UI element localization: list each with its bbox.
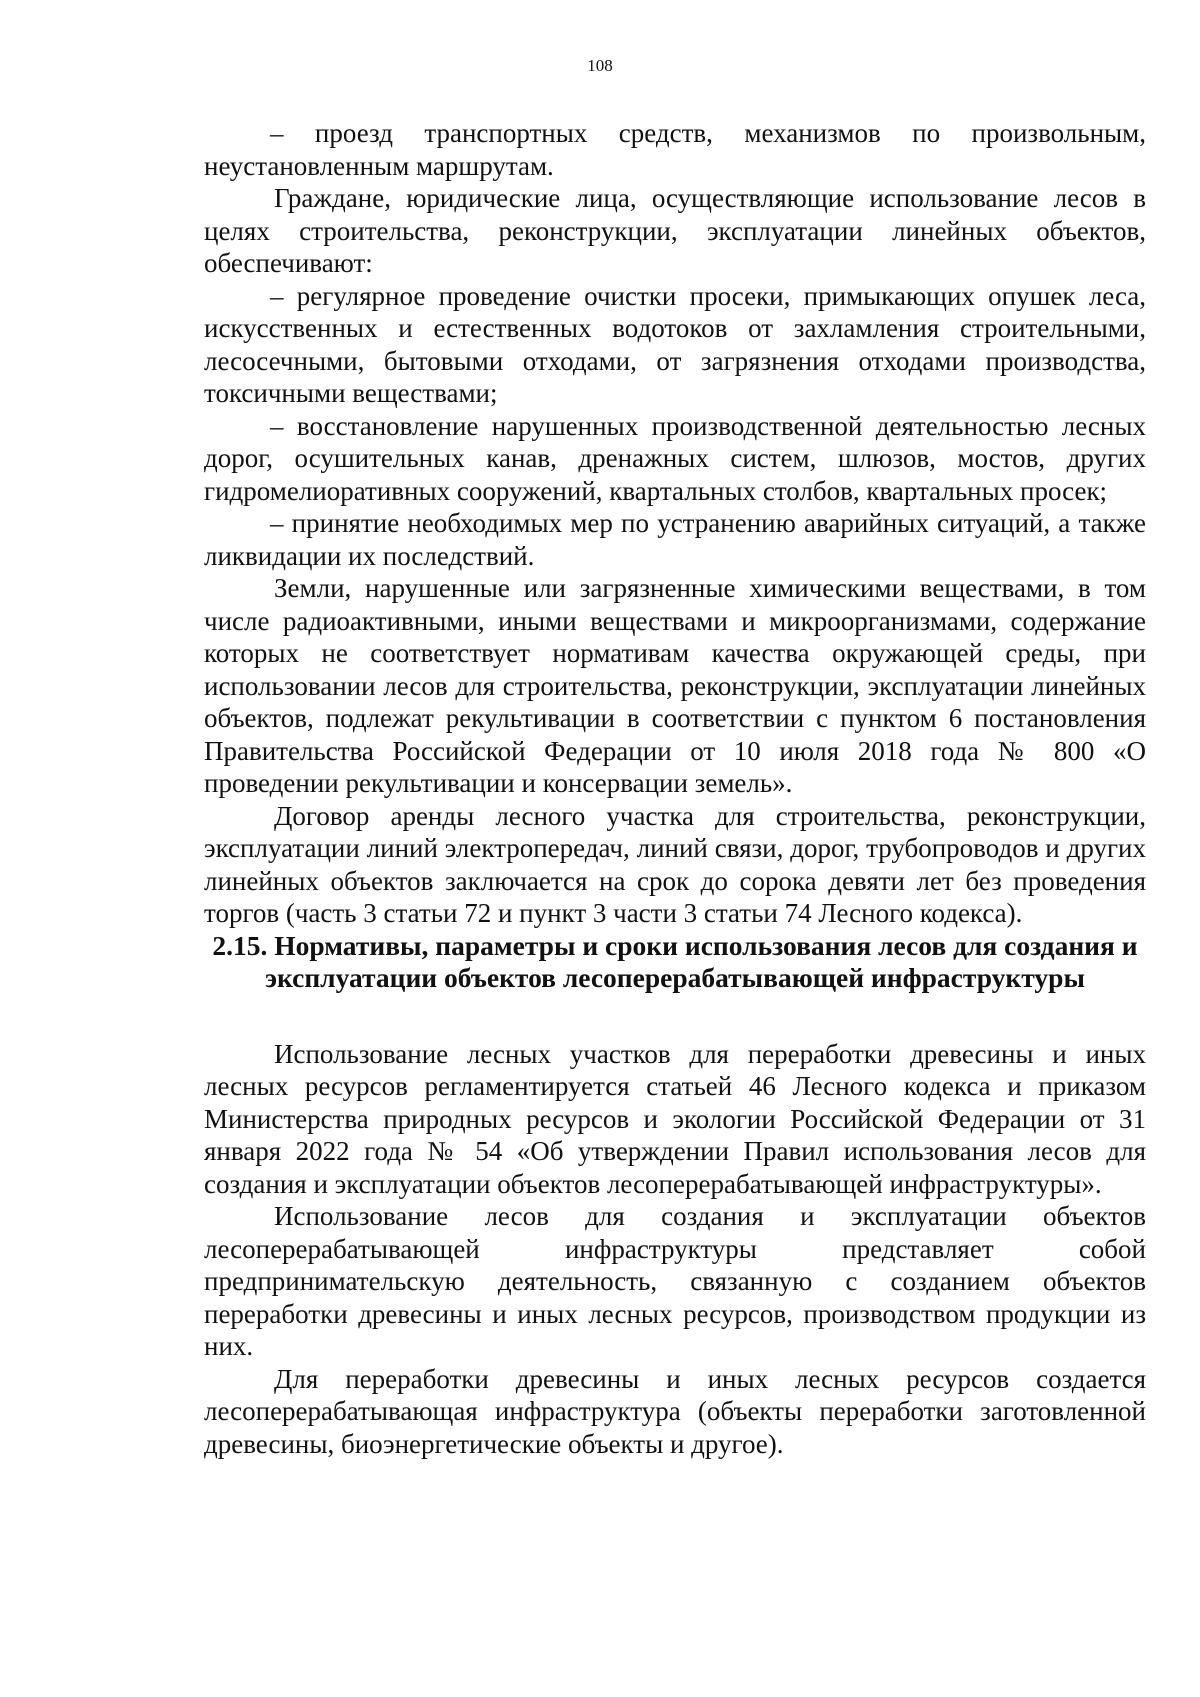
paragraph-vehicle-passage: – проезд транспортных средств, механизмов по произвольным, неустановленным маршрутам. (204, 118, 1146, 181)
paragraph-obligations-intro: Граждане, юридические лица, осуществляющие использование лесов в целях строительства, реконструкции, эксплуатации линейных объектов, обеспечивают: (204, 183, 1146, 278)
section-heading-2-15: 2.15. Нормативы, параметры и сроки использования лесов для создания и эксплуатации объектов лесоперерабатывающей инфраструктуры (212, 929, 1138, 993)
list-item-emergency-measures: – принятие необходимых мер по устранению аварийных ситуаций, а также ликвидации их последствий. (204, 508, 1146, 571)
list-item-restoration: – восстановление нарушенных производственной деятельностью лесных дорог, осушительных канав, дренажных систем, шлюзов, мостов, других гидромелиоративных сооружений, квартальных столбов, квартальных просек; (204, 410, 1146, 506)
paragraph-lease-agreement: Договор аренды лесного участка для строительства, реконструкции, эксплуатации линий электропередач, линий связи, дорог, трубопроводов и других линейных объектов заключается на срок до сорока девяти лет без проведения торгов (часть 3 статьи 72 и пункт 3 части 3 статьи 74 Лесного кодекса). (204, 800, 1146, 928)
paragraph-entrepreneurial-activity: Использование лесов для создания и эксплуатации объектов лесоперерабатывающей инфраструктуры представляет собой предпринимательскую деятельность, связанную с созданием объектов переработки древесины и иных лесных ресурсов, производством продукции из них. (204, 1201, 1146, 1361)
list-item-clearing: – регулярное проведение очистки просеки, примыкающих опушек леса, искусственных и естественных водотоков от захламления строительными, лесосечными, бытовыми отходами, от загрязнения отходами производства, токсичными веществами; (204, 280, 1146, 408)
paragraph-usage-regulation: Использование лесных участков для переработки древесины и иных лесных ресурсов регламентируется статьей 46 Лесного кодекса и приказом Министерства природных ресурсов и экологии Российской Федерации от 31 января 2022 года № 54 «Об утверждении Правил использования лесов для создания и эксплуатации объектов лесоперерабатывающей инфраструктуры». (204, 1038, 1146, 1199)
page-number: 108 (587, 56, 613, 75)
paragraph-land-recultivation: Земли, нарушенные или загрязненные химическими веществами, в том числе радиоактивными, иными веществами и микроорганизмами, содержание которых не соответствует нормативам качества окружающей среды, при использовании лесов для строительства, реконструкции, эксплуатации линейных объектов, подлежат рекультивации в соответствии с пунктом 6 постановления Правительства Российской Федерации от 10 июля 2018 года № 800 «О проведении рекультивации и консервации земель». (204, 573, 1146, 798)
document-body (204, 117, 1146, 1460)
paragraph-processing-infrastructure: Для переработки древесины и иных лесных ресурсов создается лесоперерабатывающая инфраструктура (объекты переработки заготовленной древесины, биоэнергетические объекты и другое). (204, 1363, 1146, 1459)
